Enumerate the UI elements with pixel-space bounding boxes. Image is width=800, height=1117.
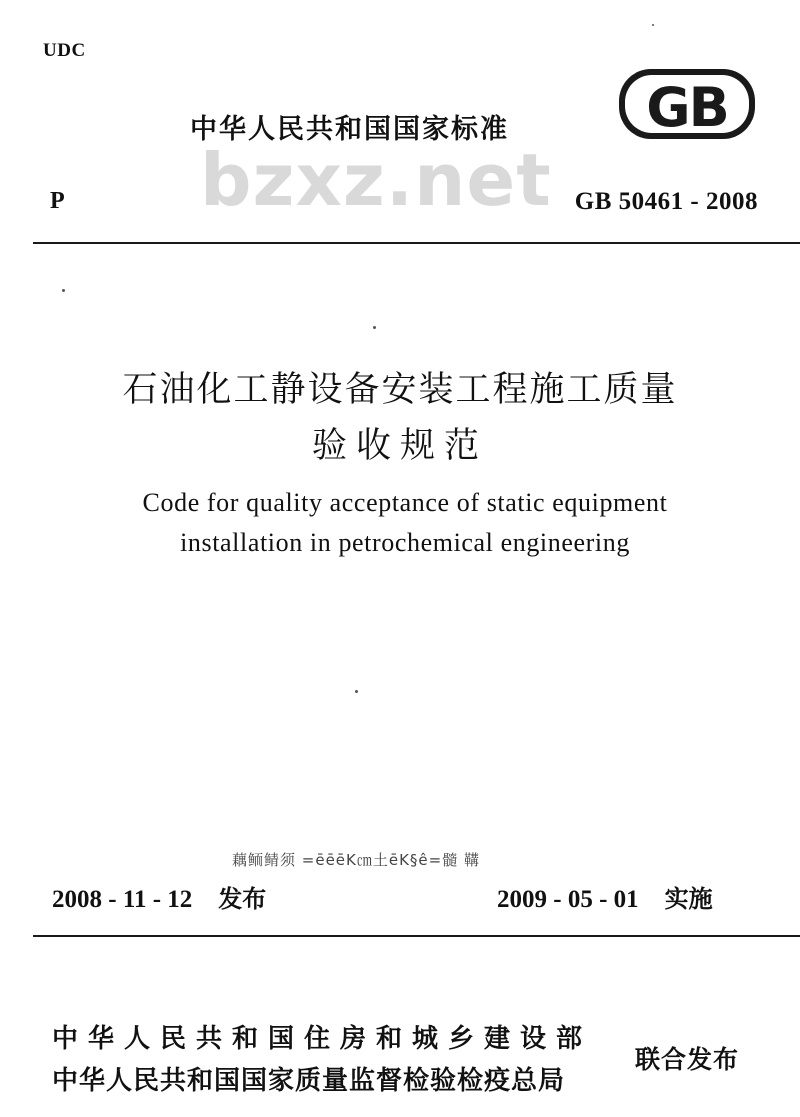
top-divider xyxy=(33,242,800,244)
scan-speck xyxy=(373,326,376,329)
category-code: P xyxy=(50,188,65,214)
publisher-line2: 中华人民共和国国家质量监督检验检疫总局 xyxy=(52,1066,566,1096)
garbled-note: 藕鲕鲭须 =ēēēK㎝土ēK§ê=髓 鞲 xyxy=(232,851,480,869)
issue-date: 2008 - 11 - 12 xyxy=(52,886,193,913)
scan-speck xyxy=(62,289,65,292)
issue-label: 发布 xyxy=(218,885,267,913)
scan-speck xyxy=(652,24,654,26)
joint-publish-label: 联合发布 xyxy=(635,1045,740,1074)
effective-date: 2009 - 05 - 01 xyxy=(497,886,639,913)
issue-date-line xyxy=(52,879,266,914)
effective-date-line xyxy=(497,879,713,914)
effective-label: 实施 xyxy=(664,885,713,913)
publisher-line1: 中华人民共和国住房和城乡建设部 xyxy=(52,1024,593,1054)
standard-number: GB 50461 - 2008 xyxy=(574,188,758,215)
title-en-line1: Code for quality acceptance of static equipment xyxy=(142,488,668,517)
national-standard-heading: 中华人民共和国国家标准 xyxy=(190,114,509,145)
title-cn-line1: 石油化工静设备安装工程施工质量 xyxy=(122,370,678,410)
title-cn-line2: 验收规范 xyxy=(311,426,488,466)
gb-logo-text: GB xyxy=(646,76,728,139)
scan-speck xyxy=(355,690,358,693)
gb-logo xyxy=(616,66,758,142)
bottom-divider xyxy=(33,935,800,937)
udc-label: UDC xyxy=(43,40,86,61)
watermark: bzxz.net xyxy=(200,138,552,222)
title-en-line2: installation in petrochemical engineering xyxy=(180,528,630,557)
